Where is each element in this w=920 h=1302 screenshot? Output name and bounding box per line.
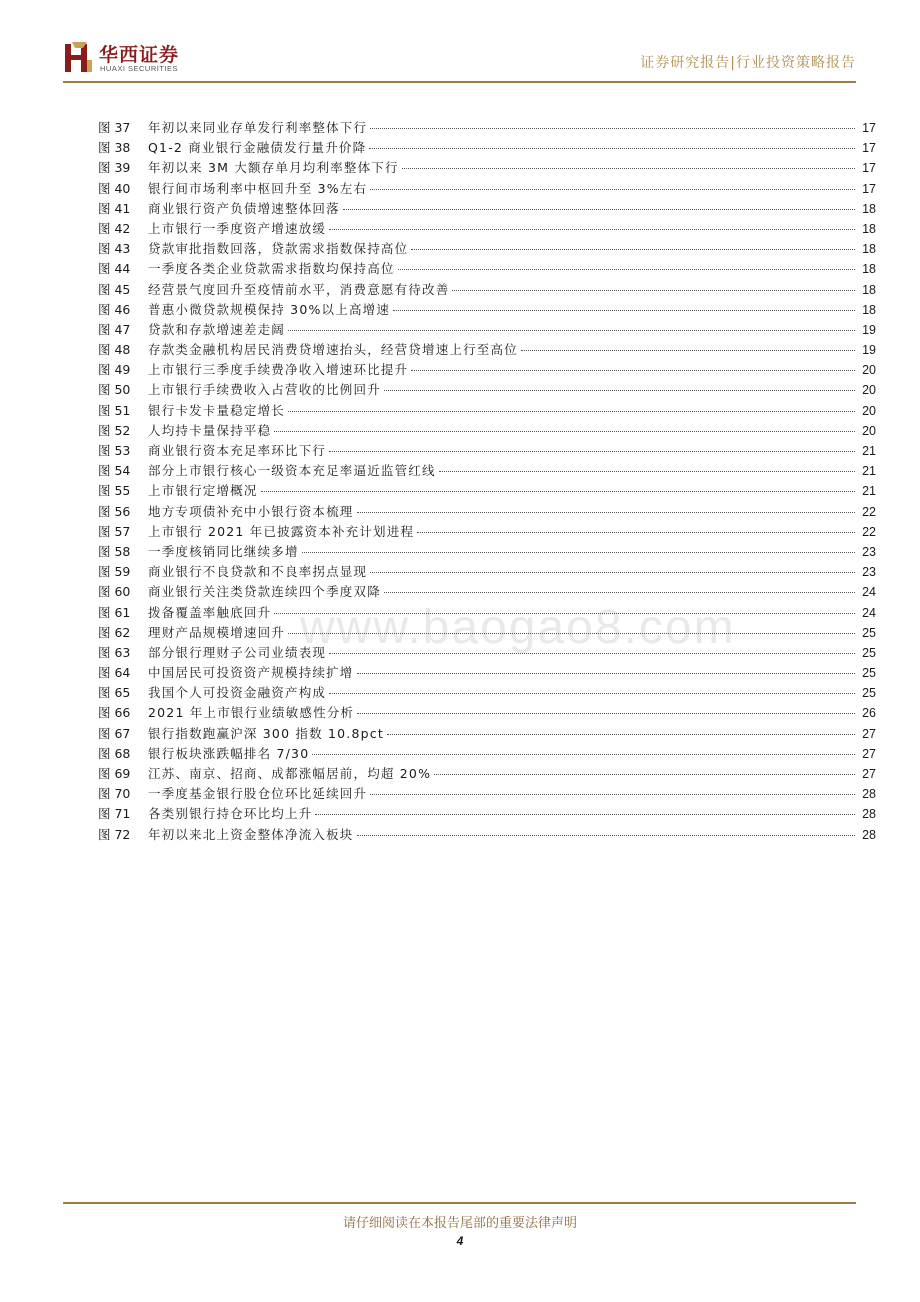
dot-leader: [312, 754, 855, 755]
dot-leader: [370, 794, 855, 795]
figure-number: 图 65: [98, 685, 131, 701]
figure-page-number: 28: [862, 827, 876, 842]
figure-number: 图 37: [98, 120, 131, 135]
figure-page-number: 17: [862, 181, 876, 196]
figure-page-number: 20: [862, 363, 876, 378]
figure-page-number: 17: [862, 141, 876, 156]
dot-leader: [411, 249, 855, 250]
dot-leader: [274, 613, 855, 614]
figure-number: 图 59: [98, 564, 131, 580]
dot-leader: [261, 491, 855, 492]
figure-title: 中国居民可投资资产规模持续扩增: [148, 665, 354, 681]
dot-leader: [302, 552, 855, 553]
figure-number: 图 45: [98, 281, 131, 297]
figure-number: 图 40: [98, 180, 131, 196]
figure-page-number: 18: [862, 221, 876, 236]
dot-leader: [434, 774, 855, 775]
header-divider: [63, 81, 856, 83]
figure-number: 图 47: [98, 321, 131, 337]
figure-page-number: 21: [862, 444, 876, 458]
dot-leader: [288, 411, 855, 412]
toc-entry[interactable]: [98, 724, 876, 744]
figure-title: 拨备覆盖率触底回升: [148, 604, 272, 620]
dot-leader: [329, 653, 855, 654]
dot-leader: [384, 390, 855, 391]
figure-page-number: 24: [862, 605, 876, 620]
figure-title: 年初以来同业存单发行利率整体下行: [148, 120, 368, 135]
figure-page-number: 28: [862, 787, 876, 802]
figure-number: 图 39: [98, 160, 131, 176]
figure-title: 各类别银行持仓环比均上升: [148, 806, 313, 822]
figure-title: 上市银行手续费收入占营收的比例回升: [148, 382, 381, 398]
toc-entry[interactable]: [98, 502, 876, 522]
toc-entry[interactable]: [98, 764, 876, 784]
dot-leader: [357, 713, 855, 714]
figure-title: 一季度各类企业贷款需求指数均保持高位: [148, 261, 395, 277]
figure-number: 图 62: [98, 624, 131, 640]
toc-entry[interactable]: [98, 300, 876, 320]
legal-disclaimer: 请仔细阅读在本报告尾部的重要法律声明: [342, 1216, 577, 1231]
figure-page-number: 26: [862, 706, 876, 721]
figure-page-number: 27: [862, 746, 876, 761]
toc-entry[interactable]: [98, 703, 876, 723]
figure-number: 图 60: [98, 584, 131, 600]
toc-entry[interactable]: [98, 603, 876, 623]
dot-leader: [387, 734, 855, 735]
toc-entry[interactable]: [98, 744, 876, 764]
figure-number: 图 63: [98, 644, 131, 660]
figure-page-number: 19: [862, 322, 876, 337]
huaxi-logo-icon: [63, 40, 93, 74]
figure-title: 贷款和存款增速差走阔: [148, 321, 286, 337]
figure-number: 图 71: [98, 806, 131, 822]
dot-leader: [315, 814, 855, 815]
figure-title: 部分上市银行核心一级资本充足率逼近监管红线: [148, 463, 436, 479]
figure-number: 图 54: [98, 463, 131, 479]
figure-number: 图 50: [98, 382, 131, 398]
figure-number: 图 42: [98, 220, 131, 236]
dot-leader: [384, 592, 855, 593]
toc-entry[interactable]: [98, 582, 876, 602]
dot-leader: [370, 189, 855, 190]
figure-number: 图 41: [98, 200, 131, 216]
figure-number: 图 69: [98, 766, 131, 781]
figure-page-number: 24: [862, 585, 876, 600]
toc-entry[interactable]: [98, 441, 876, 461]
figure-page-number: 18: [862, 201, 876, 216]
toc-entry[interactable]: [98, 825, 876, 845]
toc-entry[interactable]: [98, 643, 876, 663]
toc-entry[interactable]: [98, 340, 876, 360]
figure-page-number: 27: [862, 726, 876, 741]
toc-entry[interactable]: [98, 562, 876, 582]
figure-page-number: 19: [862, 343, 876, 358]
figure-number: 图 43: [98, 241, 131, 257]
figure-title: 商业银行关注类贷款连续四个季度双降: [148, 584, 381, 600]
figure-title: 年初以来 3M 大额存单月均利率整体下行: [148, 160, 399, 176]
toc-entry[interactable]: [98, 179, 876, 199]
figure-title: 人均持卡量保持平稳: [148, 422, 272, 438]
dot-leader: [411, 370, 855, 371]
dot-leader: [288, 330, 855, 331]
toc-entry[interactable]: [98, 804, 876, 824]
toc-entry[interactable]: [98, 683, 876, 703]
dot-leader: [357, 512, 855, 513]
dot-leader: [398, 269, 855, 270]
toc-entry[interactable]: [98, 623, 876, 643]
figure-number: 图 48: [98, 342, 131, 358]
footer-divider: [63, 1202, 856, 1204]
figure-title: 一季度基金银行股仓位环比延续回升: [148, 786, 368, 802]
figure-number: 图 51: [98, 402, 131, 418]
figure-page-number: 21: [862, 484, 876, 499]
dot-leader: [452, 290, 855, 291]
toc-entry[interactable]: [98, 481, 876, 501]
dot-leader: [370, 128, 855, 129]
report-type: 证券研究报告|行业投资策略报告: [640, 55, 856, 71]
toc-entry[interactable]: [98, 784, 876, 804]
figure-title: Q1-2 商业银行金融债发行量升价降: [148, 140, 367, 156]
logo-text-cn: 华西证券: [99, 44, 180, 66]
dot-leader: [343, 209, 855, 210]
figure-page-number: 27: [862, 767, 876, 781]
figure-title: 部分银行理财子公司业绩表现: [148, 644, 327, 660]
figure-title: 存款类金融机构居民消费贷增速抬头，经营贷增速上行至高位: [148, 342, 518, 358]
figure-title: 经营景气度回升至疫情前水平，消费意愿有待改善: [148, 281, 450, 297]
figure-title: 理财产品规模增速回升: [148, 624, 286, 640]
toc-entry[interactable]: [98, 158, 876, 178]
watermark: www.baogao8.com: [300, 601, 736, 654]
figure-title: 上市银行 2021 年已披露资本补充计划进程: [148, 523, 415, 539]
toc-entry[interactable]: [98, 259, 876, 279]
dot-leader: [274, 431, 855, 432]
figure-page-number: 25: [862, 686, 876, 701]
figure-number: 图 53: [98, 443, 131, 458]
dot-leader: [402, 168, 855, 169]
figure-title: 银行卡发卡量稳定增长: [148, 402, 286, 418]
toc-entry[interactable]: [98, 138, 876, 158]
figure-number: 图 56: [98, 503, 131, 519]
toc-entry[interactable]: [98, 663, 876, 683]
figure-page-number: 18: [862, 302, 876, 317]
figure-page-number: 17: [862, 161, 876, 176]
toc-entry[interactable]: [98, 401, 876, 421]
toc-entry[interactable]: [98, 280, 876, 300]
figure-title: 我国个人可投资金融资产构成: [148, 685, 327, 701]
figure-title: 2021 年上市银行业绩敏感性分析: [148, 705, 355, 721]
figure-title: 银行间市场利率中枢回升至 3%左右: [148, 180, 368, 196]
figure-page-number: 23: [862, 565, 876, 580]
figure-title: 贷款审批指数回落，贷款需求指数保持高位: [148, 241, 409, 257]
figure-title: 银行板块涨跌幅排名 7/30: [148, 745, 310, 761]
figure-title: 普惠小微贷款规模保持 30%以上高增速: [148, 301, 391, 317]
figure-number: 图 68: [98, 745, 131, 761]
figure-page-number: 18: [862, 282, 876, 297]
figure-page-number: 20: [862, 383, 876, 398]
toc-entry[interactable]: [98, 380, 876, 400]
figure-title: 商业银行资产负债增速整体回落: [148, 200, 340, 216]
figure-number: 图 67: [98, 725, 131, 741]
figure-number: 图 64: [98, 665, 131, 681]
toc-entry[interactable]: [98, 118, 876, 138]
figure-number: 图 66: [98, 705, 131, 721]
figure-page-number: 20: [862, 423, 876, 438]
dot-leader: [329, 693, 855, 694]
figure-number: 图 57: [98, 523, 131, 539]
figure-title: 江苏、南京、招商、成都涨幅居前，均超 20%: [148, 766, 432, 781]
figure-title: 商业银行资本充足率环比下行: [148, 443, 327, 458]
toc-entry[interactable]: [98, 219, 876, 239]
figure-number: 图 72: [98, 826, 131, 842]
toc-entry[interactable]: [98, 360, 876, 380]
figure-number: 图 49: [98, 362, 131, 378]
figure-number: 图 55: [98, 483, 131, 499]
figure-page-number: 21: [862, 464, 876, 479]
dot-leader: [357, 835, 855, 836]
dot-leader: [521, 350, 855, 351]
figure-page-number: 17: [862, 121, 876, 135]
toc-entry[interactable]: [98, 421, 876, 441]
dot-leader: [393, 310, 855, 311]
figure-page-number: 23: [862, 544, 876, 559]
figure-title: 上市银行一季度资产增速放缓: [148, 220, 327, 236]
figure-page-number: 18: [862, 262, 876, 277]
dot-leader: [329, 451, 855, 452]
page-number: 4: [456, 1234, 464, 1248]
figure-number: 图 44: [98, 261, 131, 277]
figure-title: 一季度核销同比继续多增: [148, 543, 299, 559]
figure-title: 上市银行三季度手续费净收入增速环比提升: [148, 362, 409, 378]
figure-title: 年初以来北上资金整体净流入板块: [148, 826, 354, 842]
dot-leader: [369, 148, 855, 149]
dot-leader: [439, 471, 855, 472]
toc-entry[interactable]: [98, 542, 876, 562]
dot-leader: [357, 673, 855, 674]
figure-number: 图 61: [98, 604, 131, 620]
figure-title: 商业银行不良贷款和不良率拐点显现: [148, 564, 368, 580]
figure-list: [98, 118, 876, 845]
dot-leader: [329, 229, 855, 230]
figure-number: 图 52: [98, 422, 131, 438]
figure-title: 银行指数跑赢沪深 300 指数 10.8pct: [148, 725, 384, 741]
dot-leader: [417, 532, 855, 533]
figure-page-number: 22: [862, 504, 876, 519]
page-header: [63, 38, 856, 84]
figure-page-number: 25: [862, 645, 876, 660]
logo-text-en: HUAXI SECURITIES: [100, 64, 179, 73]
figure-number: 图 58: [98, 543, 131, 559]
figure-page-number: 25: [862, 666, 876, 681]
figure-page-number: 28: [862, 807, 876, 822]
toc-entry[interactable]: [98, 522, 876, 542]
figure-title: 地方专项债补充中小银行资本梳理: [148, 503, 354, 519]
toc-entry[interactable]: [98, 461, 876, 481]
figure-page-number: 20: [862, 403, 876, 418]
figure-title: 上市银行定增概况: [148, 483, 258, 499]
toc-entry[interactable]: [98, 199, 876, 219]
company-logo: [63, 38, 213, 80]
figure-page-number: 22: [862, 524, 876, 539]
figure-number: 图 38: [98, 140, 131, 156]
figure-number: 图 46: [98, 301, 131, 317]
dot-leader: [370, 572, 855, 573]
dot-leader: [288, 633, 855, 634]
toc-entry[interactable]: [98, 320, 876, 340]
toc-entry[interactable]: [98, 239, 876, 259]
figure-number: 图 70: [98, 786, 131, 802]
figure-page-number: 25: [862, 625, 876, 640]
figure-page-number: 18: [862, 242, 876, 257]
